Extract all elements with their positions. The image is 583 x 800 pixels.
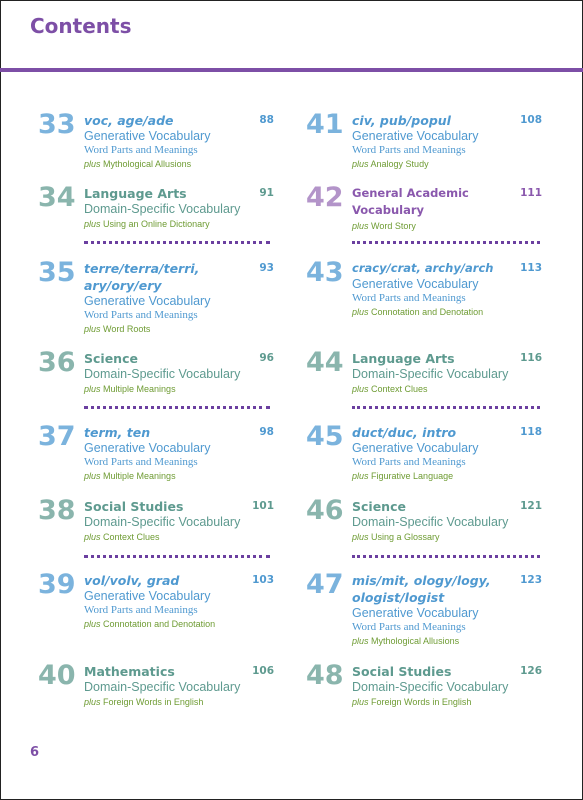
lesson-number: 38 [38,495,76,526]
lesson-category: Domain-Specific Vocabulary [352,515,509,529]
lesson-plus-topic: plus Word Roots [84,324,151,334]
lesson-plus-topic: plus Word Story [352,221,416,231]
lesson-page: 116 [520,352,542,364]
lesson-page: 123 [520,574,542,586]
lesson-number: 48 [306,660,344,691]
lesson-subtitle: Word Parts and Meanings [84,144,198,156]
plus-word: plus [352,471,369,481]
lesson-title: vol/volv, grad [84,573,180,588]
lesson-title: Science [352,499,406,514]
lesson-title: Social Studies [84,499,184,514]
lesson-number: 47 [306,569,344,600]
lesson-title: Social Studies [352,664,452,679]
lesson-plus-topic: plus Foreign Words in English [84,697,204,707]
plus-word: plus [84,532,101,542]
lesson-number: 43 [306,257,344,288]
title-rule [0,68,583,72]
lesson-category: Generative Vocabulary [84,441,211,455]
plus-word: plus [352,221,369,231]
lesson-title: voc, age/ade [84,113,174,128]
lesson-number: 46 [306,495,344,526]
lesson-title: cracy/crat, archy/arch [352,261,494,275]
lesson-title: duct/duc, intro [352,425,457,440]
lesson-page: 106 [252,665,274,677]
lesson-plus-topic: plus Mythological Allusions [352,636,460,646]
lesson-plus-topic: plus Mythological Allusions [84,159,192,169]
lesson-number: 37 [38,421,76,452]
lesson-plus-topic: plus Figurative Language [352,471,454,481]
lesson-title: Language Arts [352,351,455,366]
lesson-subtitle: Word Parts and Meanings [352,456,466,468]
plus-word: plus [352,384,369,394]
lesson-category: Domain-Specific Vocabulary [352,367,509,381]
plus-word: plus [84,384,101,394]
lesson-plus-topic: plus Connotation and Denotation [352,307,484,317]
lesson-plus-topic: plus Connotation and Denotation [84,619,216,629]
plus-word: plus [352,532,369,542]
lesson-title: General Academic Vocabulary [352,186,469,217]
lesson-title: civ, pub/popul [352,113,451,128]
lesson-plus-topic: plus Multiple Meanings [84,384,176,394]
plus-word: plus [84,159,101,169]
lesson-category: Generative Vocabulary [352,129,479,143]
lesson-page: 101 [252,500,274,512]
lesson-plus-topic: plus Context Clues [352,384,428,394]
dotted-divider [352,406,540,409]
lesson-number: 35 [38,257,76,288]
lesson-number: 39 [38,569,76,600]
lesson-page: 93 [259,262,274,274]
lesson-page: 111 [520,187,542,199]
lesson-page: 118 [520,426,542,438]
lesson-category: Domain-Specific Vocabulary [84,680,241,694]
lesson-number: 45 [306,421,344,452]
lesson-number: 36 [38,347,76,378]
lesson-page: 108 [520,114,542,126]
lesson-subtitle: Word Parts and Meanings [352,292,466,304]
lesson-title: term, ten [84,425,151,440]
lesson-number: 41 [306,109,344,140]
plus-word: plus [84,219,101,229]
lesson-category: Generative Vocabulary [84,129,211,143]
plus-word: plus [84,324,101,334]
lesson-title: Science [84,351,138,366]
plus-word: plus [352,697,369,707]
plus-word: plus [84,619,101,629]
lesson-category: Domain-Specific Vocabulary [352,680,509,694]
lesson-plus-topic: plus Using an Online Dictionary [84,219,210,229]
dotted-divider [352,241,540,244]
lesson-page: 103 [252,574,274,586]
lesson-category: Generative Vocabulary [352,606,479,620]
lesson-category: Domain-Specific Vocabulary [84,367,241,381]
plus-word: plus [352,307,369,317]
lesson-page: 121 [520,500,542,512]
lesson-plus-topic: plus Context Clues [84,532,160,542]
lesson-page: 96 [259,352,274,364]
lesson-plus-topic: plus Using a Glossary [352,532,440,542]
lesson-subtitle: Word Parts and Meanings [84,309,198,321]
page-number: 6 [30,745,40,760]
lesson-category: Generative Vocabulary [84,294,211,308]
lesson-number: 40 [38,660,76,691]
plus-word: plus [352,159,369,169]
dotted-divider [84,241,270,244]
lesson-number: 42 [306,182,344,213]
lesson-category: Domain-Specific Vocabulary [84,515,241,529]
lesson-page: 91 [259,187,274,199]
dotted-divider [352,555,540,558]
lesson-title: mis/mit, ology/logy, ologist/logist [352,573,491,605]
lesson-category: Generative Vocabulary [352,441,479,455]
page-title: Contents [30,14,132,38]
lesson-subtitle: Word Parts and Meanings [352,621,466,633]
lesson-title: Language Arts [84,186,187,201]
lesson-category: Generative Vocabulary [352,277,479,291]
plus-word: plus [352,636,369,646]
dotted-divider [84,555,270,558]
lesson-plus-topic: plus Multiple Meanings [84,471,176,481]
lesson-subtitle: Word Parts and Meanings [84,456,198,468]
plus-word: plus [84,697,101,707]
lesson-title: terre/terra/terri, ary/ory/ery [84,261,200,293]
lesson-number: 33 [38,109,76,140]
lesson-category: Domain-Specific Vocabulary [84,202,241,216]
lesson-page: 98 [259,426,274,438]
lesson-page: 113 [520,262,542,274]
lesson-title: Mathematics [84,664,175,679]
lesson-plus-topic: plus Analogy Study [352,159,429,169]
lesson-number: 34 [38,182,76,213]
lesson-subtitle: Word Parts and Meanings [84,604,198,616]
lesson-number: 44 [306,347,344,378]
plus-word: plus [84,471,101,481]
lesson-page: 126 [520,665,542,677]
lesson-category: Generative Vocabulary [84,589,211,603]
lesson-subtitle: Word Parts and Meanings [352,144,466,156]
lesson-page: 88 [259,114,274,126]
dotted-divider [84,406,270,409]
lesson-plus-topic: plus Foreign Words in English [352,697,472,707]
